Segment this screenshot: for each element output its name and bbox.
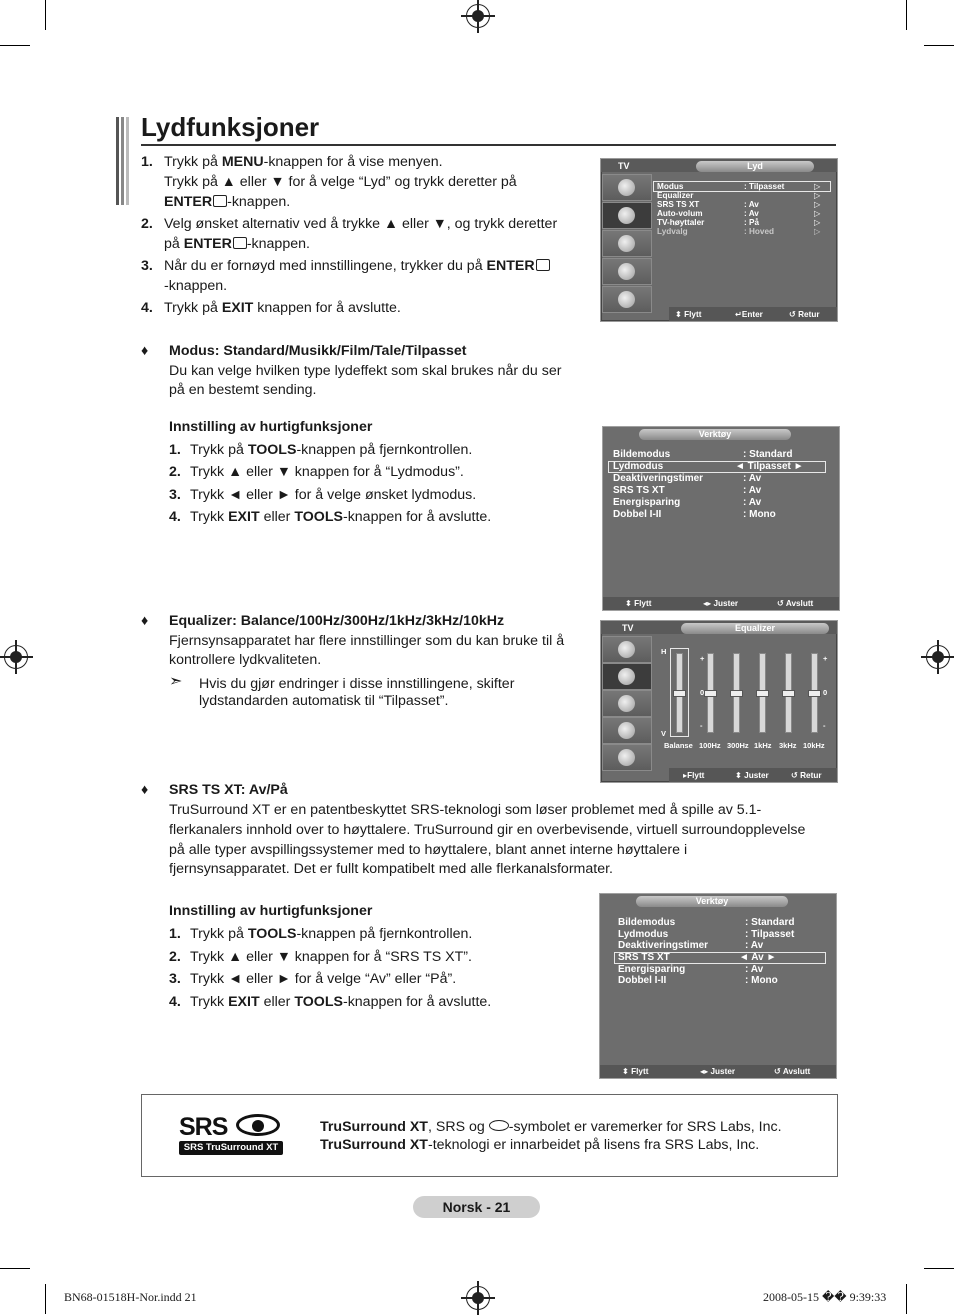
menu-item-label: Lydmodus bbox=[618, 929, 669, 940]
note-arrow-icon: ➣ bbox=[169, 673, 183, 690]
step-2-line-1: Velg ønsket alternativ ved å trykke ▲ eller ▼, og trykk deretter bbox=[164, 216, 558, 232]
srs-logo-subtitle: SRS TruSurround XT bbox=[179, 1141, 283, 1155]
sound-menu-icon bbox=[602, 202, 652, 229]
page-title: Lydfunksjoner bbox=[141, 112, 320, 142]
step-2-line-2: på ENTER -knappen. bbox=[164, 236, 310, 252]
equalizer-heading: Equalizer: Balance/100Hz/300Hz/1kHz/3kHz/10kHz bbox=[169, 613, 505, 629]
tools-menu-screenshot bbox=[602, 426, 840, 611]
equalizer-menu-screenshot bbox=[600, 620, 838, 783]
crop-mark bbox=[924, 45, 954, 46]
menu-footer bbox=[603, 597, 839, 610]
tv-label: TV bbox=[622, 623, 634, 633]
equalizer-note: lydstandarden automatisk til “Tilpasset”. bbox=[199, 693, 449, 709]
enter-icon bbox=[233, 237, 247, 249]
crop-mark bbox=[0, 45, 30, 46]
bullet-icon: ♦ bbox=[141, 782, 149, 798]
menu-footer bbox=[600, 1065, 836, 1078]
crop-mark bbox=[45, 0, 46, 30]
menu-item-label: Deaktiveringstimer bbox=[618, 940, 709, 951]
footer-adjust: ⬍ Juster bbox=[735, 771, 769, 780]
step-4-line-1: Trykk på EXIT knappen for å avslutte. bbox=[164, 300, 401, 316]
eq-band-label: 3kHz bbox=[779, 741, 797, 750]
srs-logo bbox=[179, 1113, 285, 1157]
enter-icon bbox=[536, 259, 550, 271]
setup-menu-icon bbox=[602, 258, 652, 285]
srs-step: Trykk EXIT eller TOOLS-knappen for å avslutte. bbox=[190, 994, 492, 1010]
menu-item-value: : Mono bbox=[743, 509, 776, 520]
menu-item-value: : Tilpasset bbox=[744, 182, 785, 191]
bullet-icon: ♦ bbox=[141, 613, 149, 629]
slug-timestamp: 2008-05-15 �� 9:39:33 bbox=[763, 1290, 887, 1304]
modus-body: på en bestemt sending. bbox=[169, 382, 317, 398]
menu-footer bbox=[669, 768, 837, 782]
menu-item-label: Dobbel I-II bbox=[613, 509, 662, 520]
arrow-right-icon: ▷ bbox=[814, 182, 821, 191]
arrow-right-icon: ▷ bbox=[814, 209, 821, 218]
footer-exit: ↺ Avslutt bbox=[777, 599, 814, 608]
channel-menu-icon bbox=[602, 690, 652, 717]
srs-body: TruSurround XT er en patentbeskyttet SRS-teknologi som løser problemet med å spille av 5.1- bbox=[169, 802, 762, 818]
trademark-line-1: TruSurround XT, SRS og -symbolet er varemerker for SRS Labs, Inc. bbox=[320, 1119, 782, 1135]
arrow-right-icon: ▷ bbox=[814, 200, 821, 209]
menu-item-label: Energisparing bbox=[613, 497, 681, 508]
modus-step: Trykk ▲ eller ▼ knappen for å “Lydmodus”. bbox=[190, 464, 464, 480]
step-number: 2. bbox=[169, 949, 181, 965]
channel-menu-icon bbox=[602, 230, 652, 257]
registration-mark-icon bbox=[4, 645, 28, 669]
footer-exit: ↺ Avslutt bbox=[774, 1067, 811, 1076]
menu-item-value: : Standard bbox=[745, 917, 795, 928]
step-number: 2. bbox=[141, 216, 153, 232]
eq-slider-10khz[interactable] bbox=[811, 653, 818, 733]
eq-v-label: V bbox=[661, 729, 667, 738]
menu-title: Lyd bbox=[696, 161, 814, 172]
step-number: 3. bbox=[169, 487, 181, 503]
step-number: 3. bbox=[141, 258, 153, 274]
menu-title: Equalizer bbox=[681, 623, 829, 634]
menu-item-value: : Av bbox=[745, 964, 764, 975]
equalizer-body: Fjernsynsapparatet har flere innstillinger som du kan bruke til å bbox=[169, 633, 565, 649]
menu-item-value: : Av bbox=[745, 940, 764, 951]
tv-label: TV bbox=[618, 161, 630, 171]
menu-item-value: : Av bbox=[743, 473, 762, 484]
eq-band-label: 1kHz bbox=[754, 741, 772, 750]
sound-menu-icon bbox=[602, 663, 652, 690]
trademark-line-2: TruSurround XT-teknologi er innarbeidet på lisens fra SRS Labs, Inc. bbox=[320, 1137, 760, 1153]
equalizer-body: kontrollere lydkvaliteten. bbox=[169, 652, 322, 668]
arrow-right-icon: ▷ bbox=[814, 191, 821, 200]
footer-move: ⬍ Flytt bbox=[625, 599, 652, 608]
crop-mark bbox=[45, 1284, 46, 1314]
menu-footer bbox=[669, 307, 837, 321]
enter-icon bbox=[213, 195, 227, 207]
eq-minus-label: - bbox=[700, 721, 703, 730]
srs-symbol-icon bbox=[489, 1120, 509, 1131]
arrow-right-icon: ▷ bbox=[814, 227, 821, 236]
picture-menu-icon bbox=[602, 174, 652, 201]
menu-item-label: Lydvalg bbox=[657, 227, 688, 236]
registration-mark-icon bbox=[466, 1286, 490, 1310]
footer-adjust: ◂▸ Juster bbox=[703, 599, 739, 608]
srs-logo-text: SRS bbox=[179, 1113, 228, 1141]
menu-item-label: Dobbel I-II bbox=[618, 975, 667, 986]
eq-slider-1khz[interactable] bbox=[759, 653, 766, 733]
menu-item-value: ◄ Av ► bbox=[739, 952, 777, 963]
menu-item-label: SRS TS XT bbox=[613, 485, 665, 496]
menu-item-value: : Hoved bbox=[744, 227, 775, 236]
srs-body: flerkanalers innhold over to høyttalere. TruSurround gir en overbevisende, virtuell surroundopplevelse bbox=[169, 822, 806, 838]
tools-menu-screenshot bbox=[599, 893, 837, 1079]
menu-item-label: Deaktiveringstimer bbox=[613, 473, 704, 484]
srs-circle-icon bbox=[236, 1114, 280, 1136]
modus-body: Du kan velge hvilken type lydeffekt som skal brukes når du ser bbox=[169, 363, 562, 379]
picture-menu-icon bbox=[602, 636, 652, 663]
menu-item-value: : Standard bbox=[743, 449, 793, 460]
step-3-line-2: -knappen. bbox=[164, 278, 228, 294]
menu-item-label: SRS TS XT bbox=[657, 200, 700, 209]
step-number: 2. bbox=[169, 464, 181, 480]
srs-heading: SRS TS XT: Av/På bbox=[169, 782, 288, 798]
footer-move: ⬍ Flytt bbox=[675, 310, 702, 319]
menu-item-value: : Tilpasset bbox=[745, 929, 795, 940]
footer-move: ▸Flytt bbox=[683, 771, 705, 780]
step-number: 4. bbox=[141, 300, 153, 316]
eq-zero-label: 0 bbox=[823, 688, 828, 697]
eq-h-label: H bbox=[661, 647, 667, 656]
tv-sound-menu-screenshot bbox=[600, 158, 838, 322]
step-3-line-1: Når du er fornøyd med innstillingene, trykker du på ENTER bbox=[164, 256, 550, 276]
input-menu-icon bbox=[602, 744, 652, 771]
step-1-line-2: Trykk på ▲ eller ▼ for å velge “Lyd” og trykk deretter på bbox=[164, 174, 517, 190]
srs-step: Trykk ◄ eller ► for å velge “Av” eller “På”. bbox=[190, 971, 457, 987]
step-number: 3. bbox=[169, 971, 181, 987]
menu-title: Verktøy bbox=[636, 896, 788, 907]
crop-mark bbox=[906, 1284, 907, 1314]
menu-item-label: Equalizer bbox=[657, 191, 694, 200]
eq-band-label: 10kHz bbox=[803, 741, 825, 750]
menu-item-label: Bildemodus bbox=[618, 917, 676, 928]
modus-step: Trykk EXIT eller TOOLS-knappen for å avslutte. bbox=[190, 509, 492, 525]
eq-slider-300hz[interactable] bbox=[733, 653, 740, 733]
menu-item-value: : Av bbox=[744, 209, 759, 218]
setup-menu-icon bbox=[602, 717, 652, 744]
step-number: 4. bbox=[169, 509, 181, 525]
eq-slider-3khz[interactable] bbox=[785, 653, 792, 733]
srs-body: fjernsynsapparatet. Det er fullt kompatibelt med alle flerkanalsformater. bbox=[169, 861, 613, 877]
title-decoration bbox=[116, 117, 132, 205]
srs-step: Trykk ▲ eller ▼ knappen for å “SRS TS XT”. bbox=[190, 949, 472, 965]
eq-plus-label: + bbox=[700, 654, 705, 663]
menu-item-label: Auto-volum bbox=[657, 209, 703, 218]
footer-return: ↺ Retur bbox=[791, 771, 822, 780]
step-number: 1. bbox=[169, 926, 181, 942]
eq-zero-label: 0 bbox=[700, 688, 705, 697]
crop-mark bbox=[0, 1268, 30, 1269]
menu-item-label: Bildemodus bbox=[613, 449, 671, 460]
step-number: 1. bbox=[141, 154, 153, 170]
menu-item-value: ◄ Tilpasset ► bbox=[735, 461, 804, 472]
menu-item-label: Energisparing bbox=[618, 964, 686, 975]
eq-slider-balance[interactable] bbox=[676, 653, 683, 733]
footer-adjust: ◂▸ Juster bbox=[700, 1067, 736, 1076]
srs-step: Trykk på TOOLS-knappen på fjernkontrollen. bbox=[190, 926, 473, 942]
slug-filename: BN68-01518H-Nor.indd 21 bbox=[64, 1290, 197, 1304]
crop-mark bbox=[906, 0, 907, 30]
modus-step: Trykk ◄ eller ► for å velge ønsket lydmodus. bbox=[190, 487, 477, 503]
menu-item-value: : Av bbox=[743, 485, 762, 496]
menu-item-value: : På bbox=[744, 218, 760, 227]
menu-item-label: Lydmodus bbox=[613, 461, 664, 472]
bullet-icon: ♦ bbox=[141, 343, 149, 359]
menu-item-label: Modus bbox=[657, 182, 684, 191]
eq-minus-label: - bbox=[823, 721, 826, 730]
srs-body: på alle typer avspillingssystemer med to høyttalere, blant annet interne høyttalere i bbox=[169, 842, 688, 858]
page-number: Norsk - 21 bbox=[413, 1196, 540, 1218]
menu-title: Verktøy bbox=[639, 429, 791, 440]
eq-band-label: 300Hz bbox=[727, 741, 749, 750]
eq-plus-label: + bbox=[823, 654, 828, 663]
input-menu-icon bbox=[602, 286, 652, 313]
step-number: 4. bbox=[169, 994, 181, 1010]
registration-mark-icon bbox=[926, 645, 950, 669]
modus-step: Trykk på TOOLS-knappen på fjernkontrollen. bbox=[190, 442, 473, 458]
menu-item-value: : Mono bbox=[745, 975, 778, 986]
menu-item-label: SRS TS XT bbox=[618, 952, 670, 963]
arrow-right-icon: ▷ bbox=[814, 218, 821, 227]
footer-enter: ↵Enter bbox=[735, 310, 763, 319]
footer-return: ↺ Retur bbox=[789, 310, 820, 319]
menu-item-value: : Av bbox=[743, 497, 762, 508]
footer-move: ⬍ Flytt bbox=[622, 1067, 649, 1076]
step-1-line-3: ENTER -knappen. bbox=[164, 194, 291, 210]
registration-mark-icon bbox=[466, 4, 490, 28]
quick-heading: Innstilling av hurtigfunksjoner bbox=[169, 903, 373, 919]
eq-slider-100hz[interactable] bbox=[707, 653, 714, 733]
menu-item-label: TV-høyttaler bbox=[657, 218, 705, 227]
eq-band-label: 100Hz bbox=[699, 741, 721, 750]
title-rule bbox=[141, 144, 836, 146]
step-number: 1. bbox=[169, 442, 181, 458]
step-1-line-1: Trykk på MENU-knappen for å vise menyen. bbox=[164, 154, 443, 170]
quick-heading: Innstilling av hurtigfunksjoner bbox=[169, 419, 373, 435]
menu-item-value: : Av bbox=[744, 200, 759, 209]
srs-trademark-box bbox=[141, 1094, 838, 1177]
eq-band-label: Balanse bbox=[664, 741, 693, 750]
modus-heading: Modus: Standard/Musikk/Film/Tale/Tilpasset bbox=[169, 343, 467, 359]
crop-mark bbox=[924, 1268, 954, 1269]
equalizer-note: Hvis du gjør endringer i disse innstillingene, skifter bbox=[199, 676, 515, 692]
